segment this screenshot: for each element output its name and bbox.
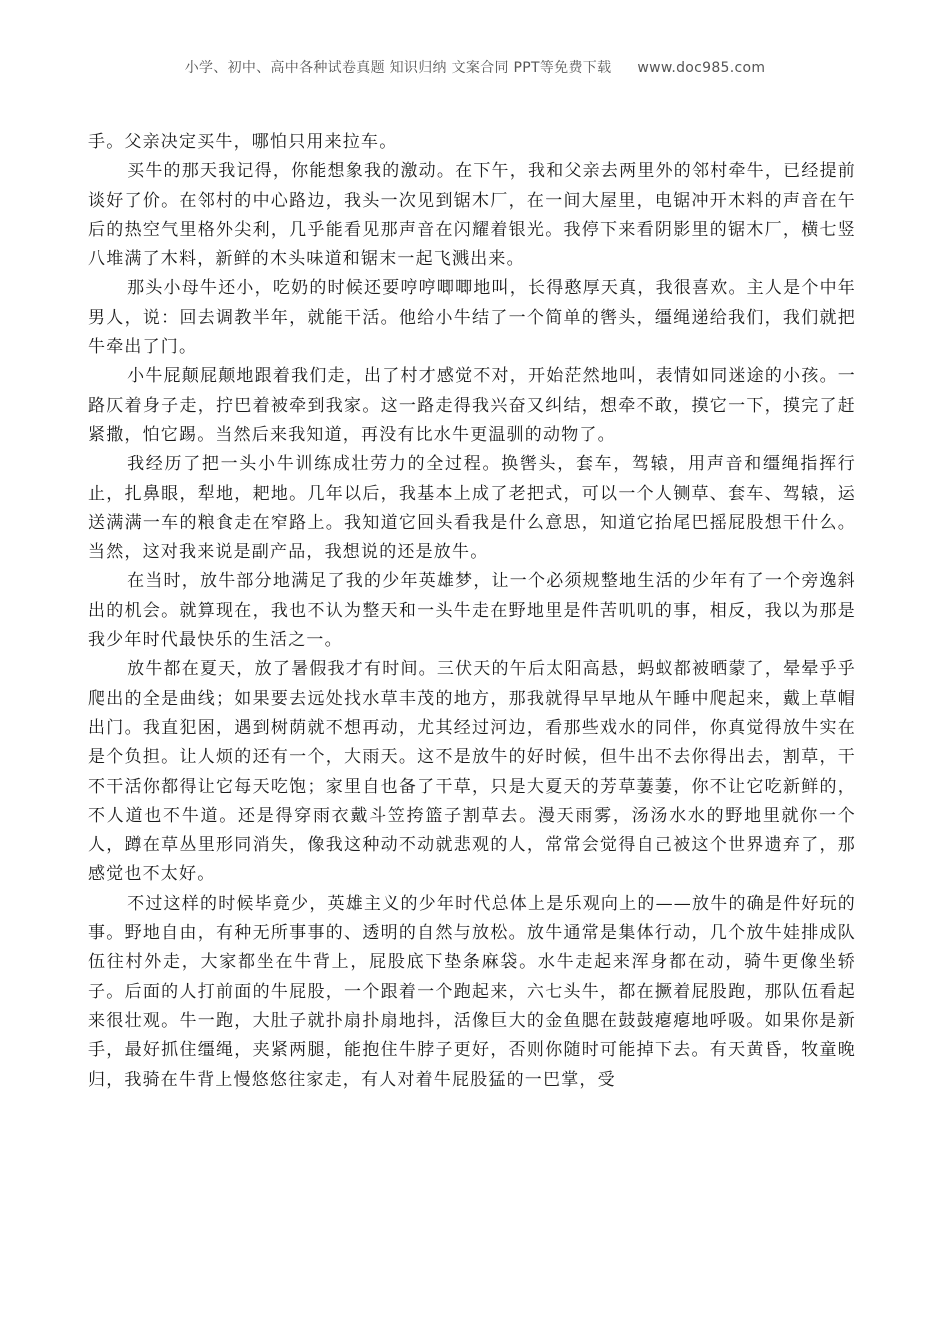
paragraph-4: 小牛屁颠屁颠地跟着我们走，出了村才感觉不对，开始茫然地叫，表情如同迷途的小孩。一路仄着身子走，拧巴着被牵到我家。这一路走得我兴奋又纠结，想牵不敢，摸它一下，摸完了赶紧撒，怕它踢。当然后来我知道，再没有比水牛更温驯的动物了。 bbox=[88, 366, 856, 445]
paragraph-2: 买牛的那天我记得，你能想象我的激动。在下午，我和父亲去两里外的邻村牵牛，已经提前谈好了价。在邻村的中心路边，我头一次见到锯木厂，在一间大屋里，电锯冲开木料的声音在午后的热空气里格外尖利，几乎能看见那声音在闪耀着银光。我停下来看阴影里的锯木厂，横七竖八堆满了木料，新鲜的木头味道和锯末一起飞溅出来。 bbox=[88, 161, 856, 270]
paragraph-5: 我经历了把一头小牛训练成壮劳力的全过程。换辔头，套车，驾辕，用声音和缰绳指挥行止，扎鼻眼，犁地，耙地。几年以后，我基本上成了老把式，可以一个人铡草、套车、驾辕，运送满满一车的粮食走在窄路上。我知道它回头看我是什么意思，知道它抬尾巴摇屁股想干什么。当然，这对我来说是副产品，我想说的还是放牛。 bbox=[88, 454, 856, 563]
header-site-text: 小学、初中、高中各种试卷真题 知识归纳 文案合同 PPT等免费下载 bbox=[184, 60, 612, 76]
paragraph-7: 放牛都在夏天，放了暑假我才有时间。三伏天的午后太阳高悬，蚂蚁都被晒蒙了，晕晕乎乎爬出的全是曲线；如果要去远处找水草丰茂的地方，那我就得早早地从午睡中爬起来，戴上草帽出门。我直犯困，遇到树荫就不想再动，尤其经过河边，看那些戏水的同伴，你真觉得放牛实在是个负担。让人烦的还有一个，大雨天。这不是放牛的好时候，但牛出不去你得出去，割草，干不干活你都得让它每天吃饱；家里自也备了干草，只是大夏天的芳草萋萋，你不让它吃新鲜的，不人道也不牛道。还是得穿雨衣戴斗笠挎篮子割草去。漫天雨雾，汤汤水水的野地里就你一个人，蹲在草丛里形同消失，像我这种动不动就悲观的人，常常会觉得自己被这个世界遗弃了，那感觉也不太好。 bbox=[88, 659, 856, 885]
page-header bbox=[0, 57, 950, 77]
paragraph-1: 手。父亲决定买牛，哪怕只用来拉车。 bbox=[88, 132, 398, 152]
article-body bbox=[88, 128, 856, 1095]
header-site-url: www.doc985.com bbox=[637, 60, 766, 76]
paragraph-6: 在当时，放牛部分地满足了我的少年英雄梦，让一个必须规整地生活的少年有了一个旁逸斜出的机会。就算现在，我也不认为整天和一头牛走在野地里是件苦叽叽的事，相反，我以为那是我少年时代最快乐的生活之一。 bbox=[88, 571, 856, 651]
paragraph-3: 那头小母牛还小，吃奶的时候还要哼哼唧唧地叫，长得憨厚天真，我很喜欢。主人是个中年男人，说：回去调教半年，就能干活。他给小牛结了一个简单的辔头，缰绳递给我们，我们就把牛牵出了门。 bbox=[88, 278, 856, 358]
paragraph-8: 不过这样的时候毕竟少，英雄主义的少年时代总体上是乐观向上的——放牛的确是件好玩的事。野地自由，有种无所事事的、透明的自然与放松。放牛通常是集体行动，几个放牛娃排成队伍往村外走，大家都坐在牛背上，屁股底下垫条麻袋。水牛走起来浑身都在动，骑牛更像坐轿子。后面的人打前面的牛屁股，一个跟着一个跑起来，六七头牛，都在撅着屁股跑，那队伍看起来很壮观。牛一跑，大肚子就扑扇扑扇地抖，活像巨大的金鱼腮在鼓鼓瘪瘪地呼吸。如果你是新手，最好抓住缰绳，夹紧两腿，能抱住牛脖子更好，否则你随时可能掉下去。有天黄昏，牧童晚归，我骑在牛背上慢悠悠往家走，有人对着牛屁股猛的一巴掌，受 bbox=[88, 893, 856, 1090]
